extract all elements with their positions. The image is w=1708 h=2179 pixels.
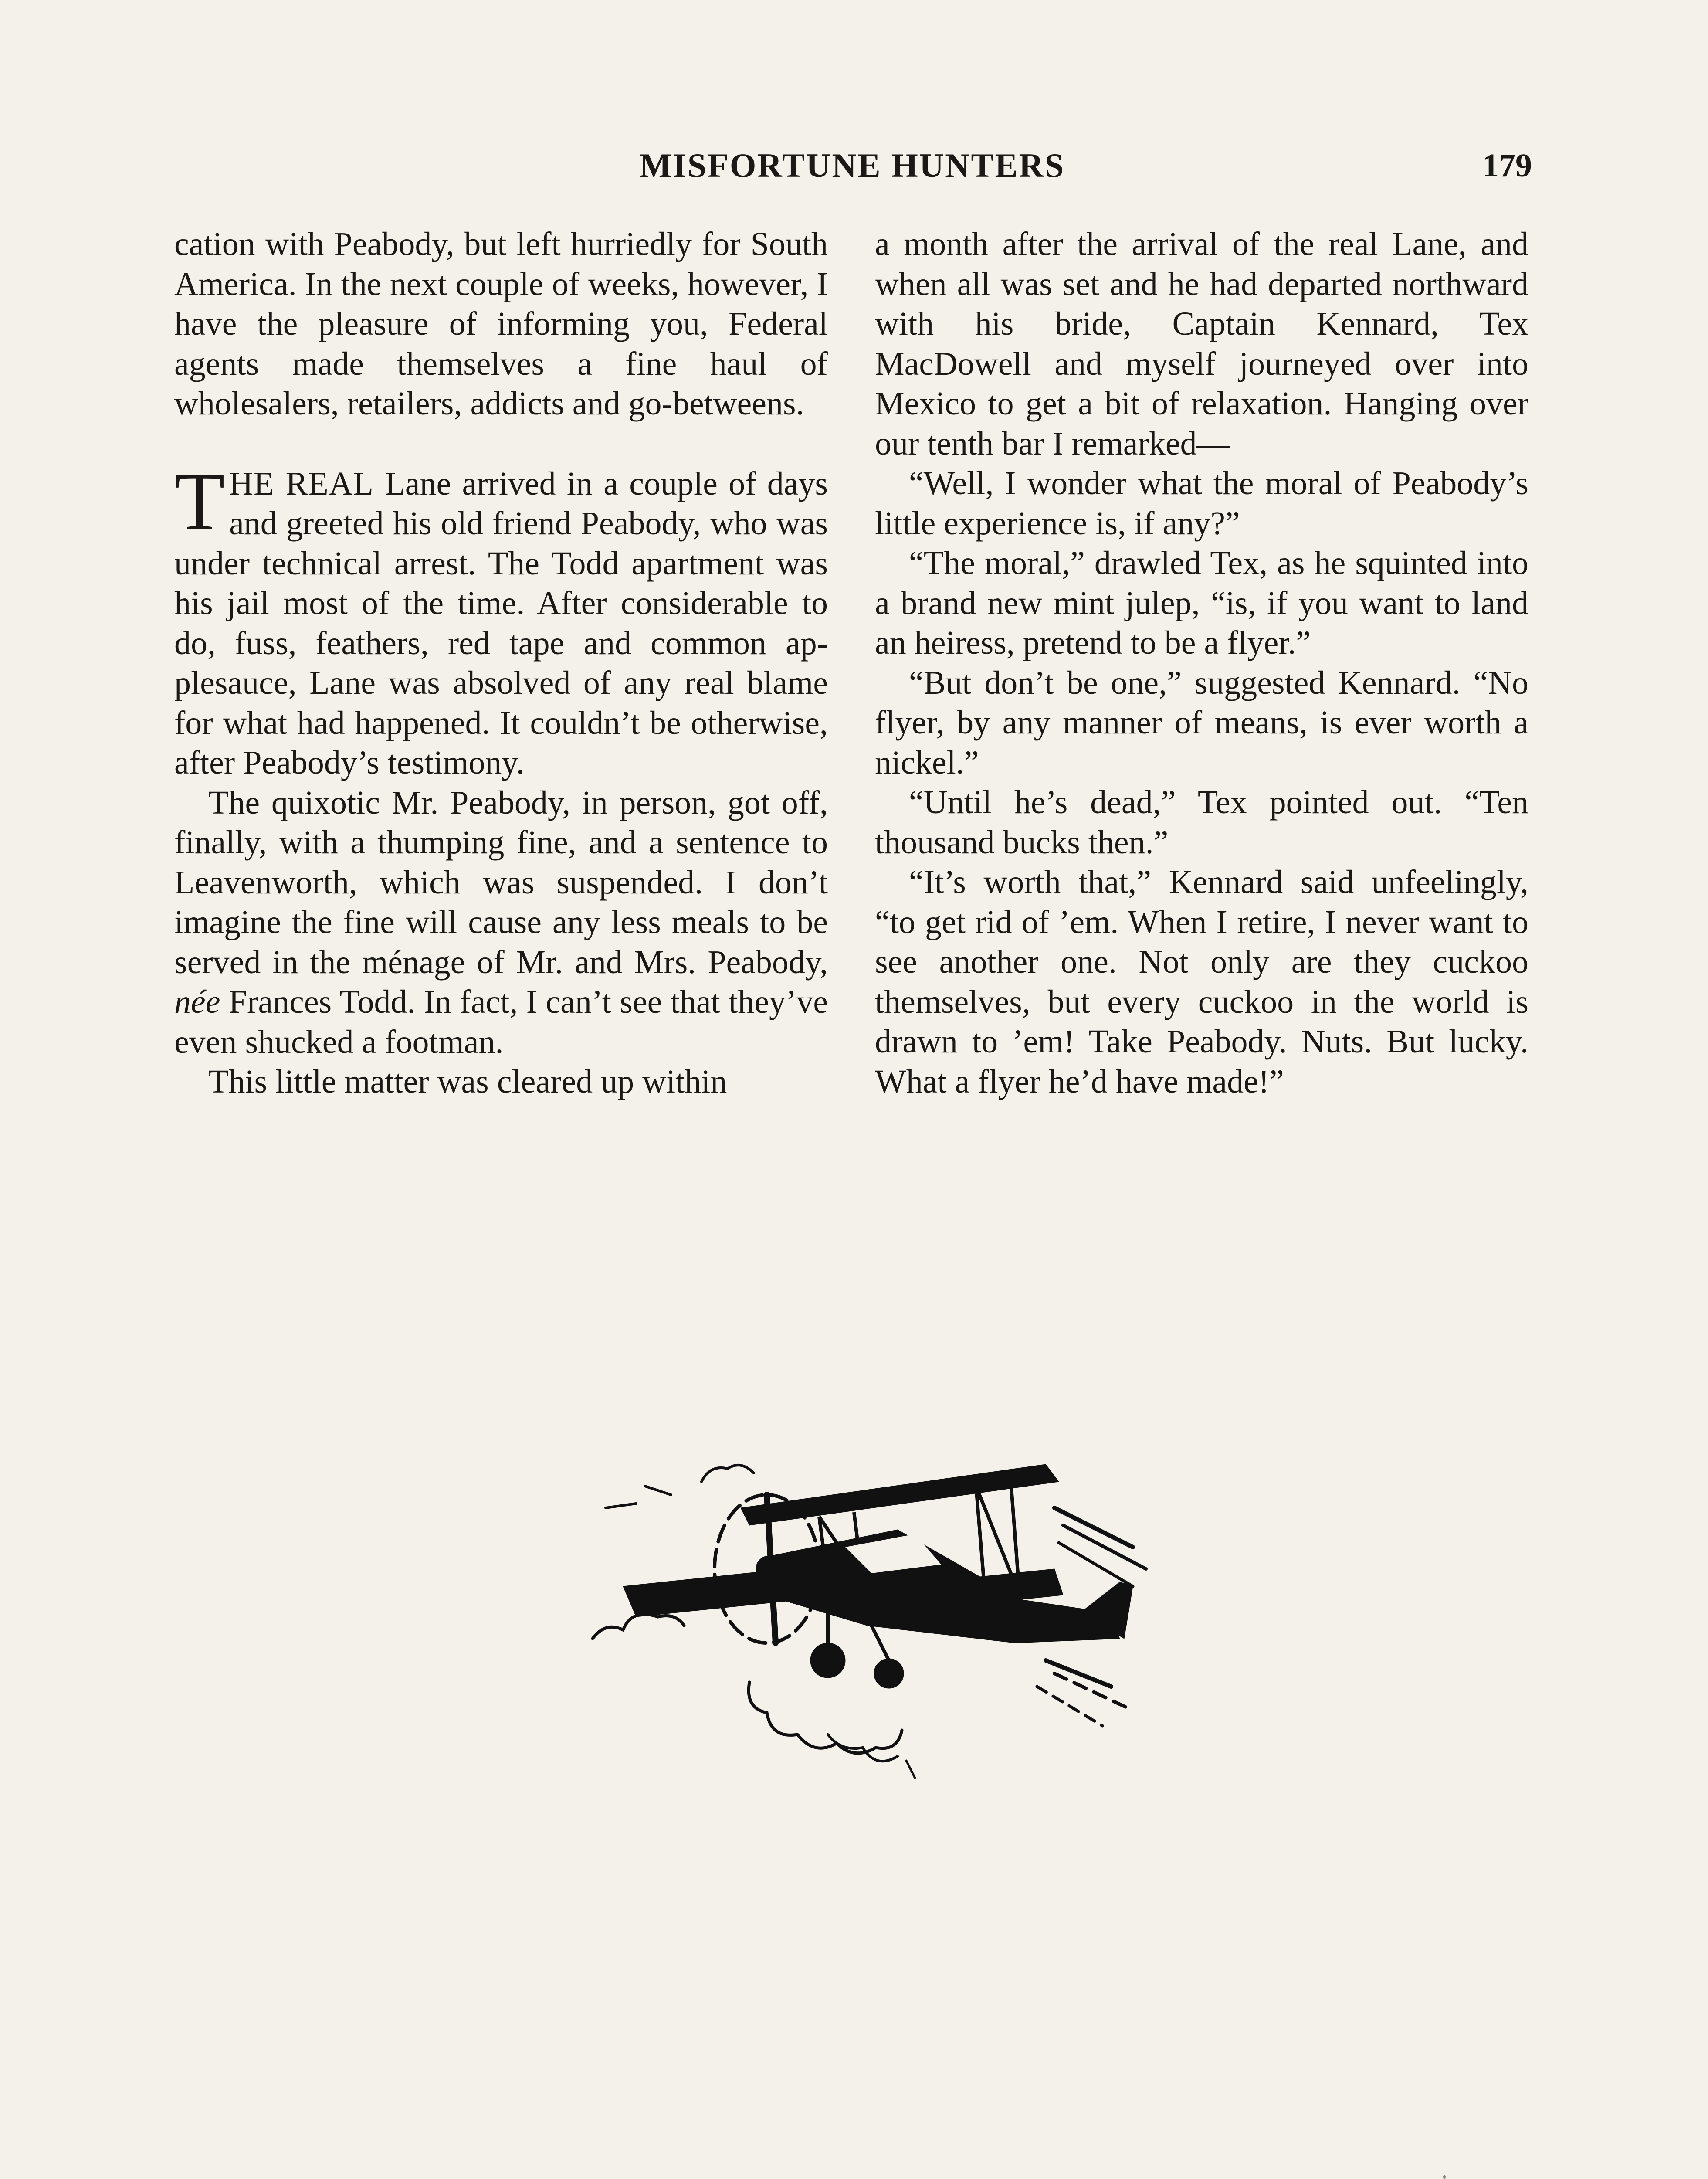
biplane-illustration-icon: [584, 1456, 1185, 1795]
paragraph: This little matter was cleared up within: [208, 1063, 727, 1100]
paragraph-text: Frances Todd. In fact, I can’t see that they’ve even shucked a footman.: [174, 984, 828, 1060]
page-number: 179: [1482, 147, 1532, 184]
running-title: MISFORTUNE HUNTERS: [639, 146, 1065, 184]
paragraph: cation with Peabody, but left hurriedly for South America. In the next couple of weeks, however, I have the pleasure of informing you, Federal agents made themselves a fine haul of wholesalers, retailers, addicts and go-betweens.: [174, 226, 828, 422]
right-column: [875, 224, 1528, 1102]
paragraph-text: Lane arrived in a couple of days and greeted his old friend Peabody, who was under technical arrest. The Todd apartment was his jail most of the time. After considerable to do, fuss, feathers, red tape and common applesauce, Lane was absolved of any real blame for what had happened. It couldn’t be otherwise, after Peabody’s testimony.: [174, 465, 828, 781]
paragraph: “But don’t be one,” suggested Kennard. “No flyer, by any manner of means, is ever worth a nickel.”: [875, 664, 1528, 781]
paragraph: “It’s worth that,” Kennard said unfeelingly, “to get rid of ’em. When I retire, I never want to see another one. Not only are they cuckoo themselves, but every cuckoo in the world is drawn to ’em! Take Peabody. Nuts. But lucky. What a flyer he’d have made!”: [875, 864, 1528, 1100]
paragraph: “The moral,” drawled Tex, as he squinted into a brand new mint julep, “is, if you want to land an heiress, pretend to be a flyer.”: [875, 545, 1528, 661]
paragraph: “Well, I wonder what the moral of Peabody’s little experience is, if any?”: [875, 465, 1528, 542]
print-speck: [1443, 2175, 1446, 2179]
italic-word: née: [174, 984, 220, 1020]
left-column: [174, 224, 828, 1102]
paragraph: [174, 783, 828, 1062]
page-header: [173, 144, 1532, 187]
drop-cap: T: [174, 455, 225, 547]
small-caps-lead: HE REAL: [229, 465, 374, 502]
paragraph: a month after the arrival of the real Lane, and when all was set and he had departed northward with his bride, Captain Kennard, Tex MacDowell and myself journeyed over into Mexico to get a bit of relaxation. Hanging over our tenth bar I remarked—: [875, 226, 1528, 462]
paragraph: “Until he’s dead,” Tex pointed out. “Ten thousand bucks then.”: [875, 784, 1528, 861]
paragraph-text: The quixotic Mr. Peabody, in person, got off, finally, with a thumping fine, and a sentence to Leavenworth, which was suspended. I don’t imagine the fine will cause any less meals to be served in the ménage of Mr. and Mrs. Peabody,: [174, 784, 828, 981]
section-paragraph: [174, 455, 828, 783]
